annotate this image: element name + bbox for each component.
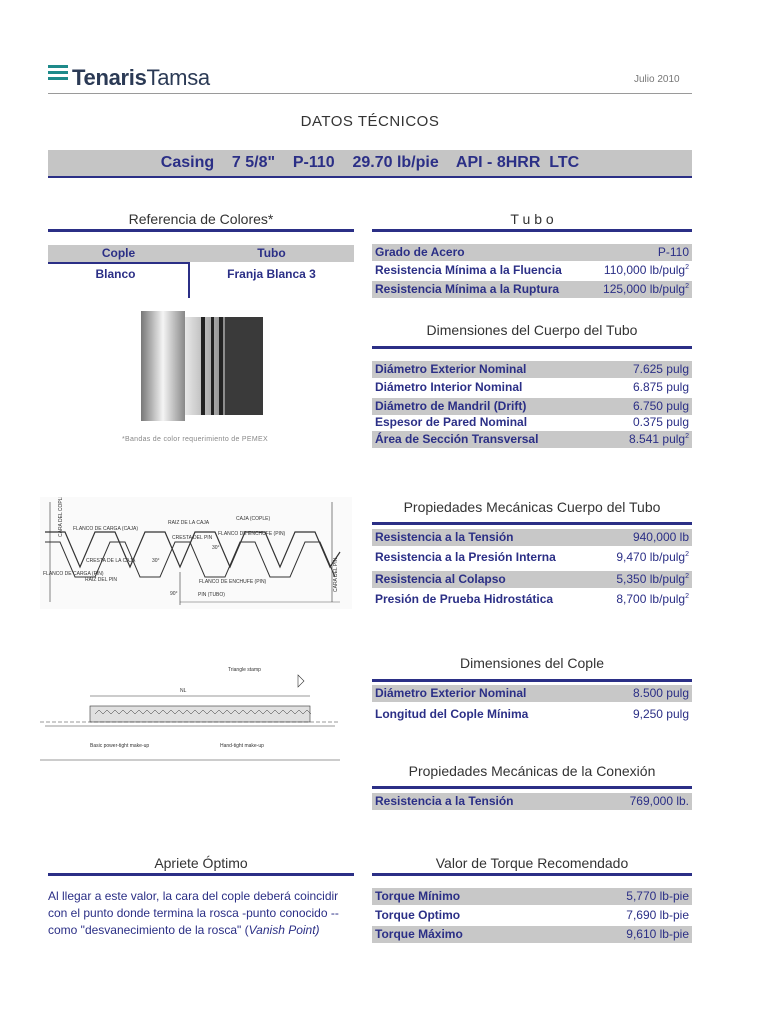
- brand-bold: Tenaris: [72, 65, 147, 90]
- row-value: [633, 706, 689, 723]
- row-value: [633, 361, 689, 378]
- dimensiones-cople-row: [372, 706, 692, 723]
- torque-row: [372, 888, 692, 905]
- tubo-row: [372, 281, 692, 298]
- thread-label-cresta-caja: CRESTA DE LA CAJA: [86, 558, 136, 564]
- prop-conexion-title: Propiedades Mecánicas de la Conexión: [408, 763, 656, 779]
- dim-cuerpo-rule: [372, 346, 692, 349]
- page-title: DATOS TÉCNICOS: [300, 113, 440, 130]
- row-value: [629, 431, 689, 448]
- tubo-title: T u b o: [510, 211, 554, 227]
- row-value-text: 6.750 pulg: [632, 399, 689, 413]
- row-value-text: 5,770 lb-pie: [626, 889, 689, 903]
- torque-title: Valor de Torque Recomendado: [435, 855, 629, 871]
- prop-cuerpo-title: Propiedades Mecánicas Cuerpo del Tubo: [403, 499, 661, 515]
- thread-label-raiz-caja: RAIZ DE LA CAJA: [168, 520, 210, 526]
- thread-label-caja: CAJA (COPLE): [236, 516, 271, 522]
- colors-ref-rule: [48, 229, 354, 232]
- dimensiones-cuerpo-row: [372, 361, 692, 378]
- row-label: Diámetro de Mandril (Drift): [375, 399, 527, 413]
- row-value-text: P-110: [657, 245, 689, 259]
- casing-banner: [48, 150, 692, 178]
- row-label: Resistencia a la Presión Interna: [375, 550, 556, 564]
- row-label: Grado de Acero: [375, 245, 465, 259]
- propiedades-cuerpo-row: [372, 549, 692, 566]
- cople-color: Blanco: [95, 267, 136, 281]
- dimensiones-cuerpo-row: [372, 379, 692, 396]
- row-value: [603, 281, 689, 298]
- row-label: Diámetro Exterior Nominal: [375, 362, 527, 376]
- col-tubo-header: Tubo: [257, 246, 286, 260]
- dimensiones-cuerpo-row: [372, 431, 692, 448]
- tubo-rule: [372, 229, 692, 232]
- row-label: Resistencia a la Tensión: [375, 794, 514, 808]
- prop-cuerpo-table: [372, 529, 692, 611]
- row-value: [630, 793, 689, 810]
- apriete-description: [48, 888, 358, 939]
- thread-label-raiz-pin: RAIZ DEL PIN: [85, 577, 118, 583]
- torque-row: [372, 926, 692, 943]
- tenaris-logo-icon: [48, 63, 70, 90]
- apriete-line-3: [48, 922, 358, 939]
- row-value-text: 9,250 pulg: [632, 707, 689, 721]
- torque-rule: [372, 873, 692, 876]
- header-divider: [48, 93, 692, 94]
- thread-label-flanco-carga-caja: FLANCO DE CARGA (CAJA): [73, 526, 139, 532]
- coupling-makeup-diagram: [40, 660, 340, 765]
- thread-label-cara-pin: CARA DEL PIN: [333, 557, 339, 592]
- row-value-exponent: 2: [685, 573, 689, 580]
- row-value-text: 9,610 lb-pie: [626, 927, 689, 941]
- row-value-exponent: 2: [685, 264, 689, 271]
- colors-ref-title: Referencia de Colores*: [128, 211, 274, 227]
- row-value: [616, 591, 689, 608]
- coupling-label-nl: NL: [180, 688, 187, 694]
- row-value-exponent: 2: [685, 283, 689, 290]
- row-value-text: 8.500 pulg: [632, 686, 689, 700]
- row-value-text: 940,000 lb: [632, 530, 689, 544]
- row-value: [616, 549, 689, 566]
- dim-cople-table: [372, 685, 692, 725]
- row-value-text: 7,690 lb-pie: [626, 908, 689, 922]
- dim-cople-rule: [372, 679, 692, 682]
- brand-light: Tamsa: [146, 65, 210, 90]
- tubo-row: [372, 262, 692, 279]
- propiedades-conexion-row: [372, 793, 692, 810]
- dimensiones-cuerpo-row: [372, 414, 692, 431]
- row-value: [633, 414, 689, 431]
- torque-row: [372, 907, 692, 924]
- row-value-exponent: 2: [685, 433, 689, 440]
- thread-profile-diagram: [40, 497, 352, 609]
- thread-label-flanco-enchufe-pin-2: FLANCO DE ENCHUFE (PIN): [199, 579, 267, 585]
- dim-cople-title: Dimensiones del Cople: [460, 655, 604, 671]
- row-value-text: 8,700 lb/pulg: [616, 592, 686, 606]
- thread-angle-3: 90°: [170, 591, 178, 597]
- coupling-label-hand: Hand-tight make-up: [220, 743, 264, 749]
- row-value-text: 110,000 lb/pulg: [603, 263, 686, 277]
- row-value: [633, 685, 689, 702]
- row-label: Resistencia Mínima a la Fluencia: [375, 263, 562, 277]
- dimensiones-cuerpo-row: [372, 398, 692, 415]
- colors-footnote: *Bandas de color requerimiento de PEMEX: [122, 436, 268, 443]
- coupling-label-basic: Basic power-tight make-up: [90, 743, 150, 749]
- row-value: [633, 398, 689, 415]
- thread-label-cresta-pin: CRESTA DEL PIN: [172, 535, 213, 541]
- apriete-title: Apriete Óptimo: [154, 855, 248, 871]
- row-label: Longitud del Cople Mínima: [375, 707, 529, 721]
- prop-conexion-rule: [372, 786, 692, 789]
- row-value: [626, 907, 689, 924]
- row-value-text: 8.541 pulg: [629, 432, 686, 446]
- propiedades-cuerpo-row: [372, 591, 692, 608]
- apriete-rule: [48, 873, 354, 876]
- casing-spec: Casing 7 5/8" P-110 29.70 lb/pie API - 8HRR LTC: [160, 154, 580, 171]
- row-value-text: 6.875 pulg: [632, 380, 689, 394]
- brand-name: [72, 65, 210, 91]
- row-label: Torque Optimo: [375, 908, 461, 922]
- row-label: Resistencia a la Tensión: [375, 530, 514, 544]
- colors-table-rule: [48, 262, 189, 264]
- row-label: Diámetro Interior Nominal: [375, 380, 523, 394]
- thread-label-flanco-carga-pin: FLANCO DE CARGA (PIN): [43, 571, 104, 577]
- row-value-text: 125,000 lb/pulg: [603, 282, 686, 296]
- row-label: Diámetro Exterior Nominal: [375, 686, 527, 700]
- thread-label-cara-cople: CARA DEL COPLE: [58, 497, 64, 537]
- thread-label-flanco-enchufe-pin: FLANCO DE ENCHUFE (PIN): [218, 531, 286, 537]
- document-date: Julio 2010: [634, 74, 680, 85]
- tubo-color: Franja Blanca 3: [227, 267, 316, 281]
- row-label: Torque Mínimo: [375, 889, 461, 903]
- row-value: [626, 926, 689, 943]
- row-value-text: 0.375 pulg: [632, 415, 689, 429]
- tubo-row: [372, 244, 692, 261]
- row-label: Presión de Prueba Hidrostática: [375, 592, 554, 606]
- row-value-text: 5,350 lb/pulg: [616, 572, 686, 586]
- coupling-label-triangle: Triangle stamp: [228, 667, 261, 673]
- thread-angle-1: 30°: [152, 558, 160, 564]
- dimensiones-cople-row: [372, 685, 692, 702]
- prop-conexion-table: [372, 793, 692, 813]
- dim-cuerpo-title: Dimensiones del Cuerpo del Tubo: [426, 322, 638, 338]
- row-label: Torque Máximo: [375, 927, 463, 941]
- tubo-table: [372, 244, 692, 300]
- row-value-text: 7.625 pulg: [632, 362, 689, 376]
- col-cople-header: Cople: [101, 246, 136, 260]
- row-label: Espesor de Pared Nominal: [375, 415, 528, 429]
- row-label: Resistencia Mínima a la Ruptura: [375, 282, 560, 296]
- row-value: [604, 262, 689, 279]
- row-label: Área de Sección Transversal: [375, 432, 539, 446]
- colors-table: [48, 245, 354, 300]
- row-value-text: 9,470 lb/pulg: [616, 550, 686, 564]
- dim-cuerpo-table: [372, 361, 692, 451]
- apriete-vanish-point: Vanish Point): [248, 923, 320, 937]
- prop-cuerpo-rule: [372, 522, 692, 525]
- row-value: [633, 529, 689, 546]
- row-value-exponent: 2: [685, 593, 689, 600]
- row-value-exponent: 2: [685, 551, 689, 558]
- row-value: [616, 571, 689, 588]
- row-label: Resistencia al Colapso: [375, 572, 506, 586]
- apriete-line-2: con el punto donde termina la rosca -punto conocido --: [48, 906, 339, 920]
- row-value-text: 769,000 lb.: [629, 794, 689, 808]
- row-value: [633, 379, 689, 396]
- apriete-line-1: Al llegar a este valor, la cara del cople deberá coincidir: [48, 889, 339, 903]
- row-value: [658, 244, 689, 261]
- row-value: [626, 888, 689, 905]
- torque-table: [372, 888, 692, 944]
- apriete-line-3a: como "desvanecimiento de la rosca" (: [48, 923, 249, 937]
- thread-angle-2: 30°: [212, 545, 220, 551]
- propiedades-cuerpo-row: [372, 571, 692, 588]
- propiedades-cuerpo-row: [372, 529, 692, 546]
- thread-label-pin-tubo: PIN (TUBO): [198, 592, 225, 598]
- pipe-color-bands-image: [141, 311, 263, 421]
